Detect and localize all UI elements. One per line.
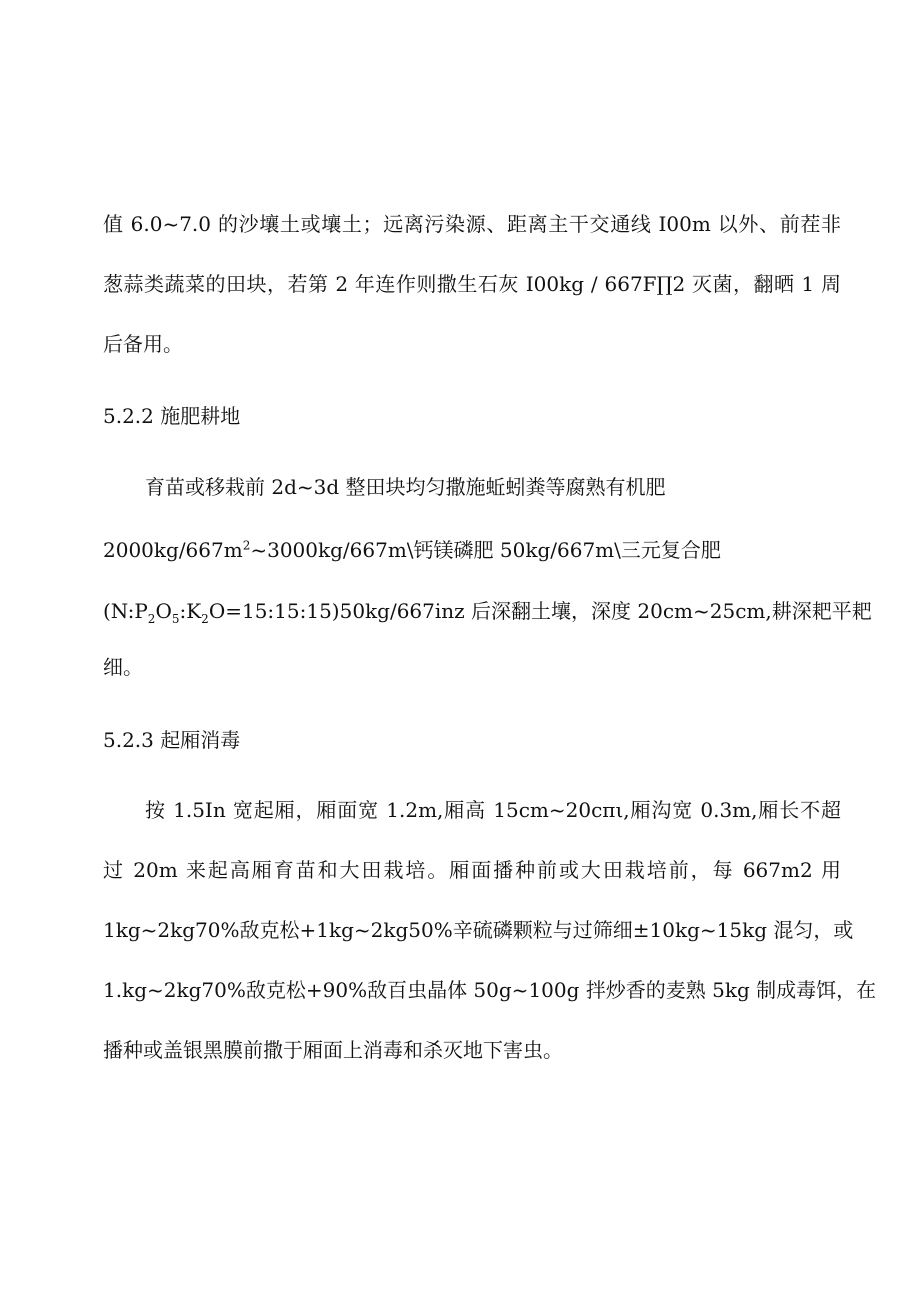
paragraph-1-line-3: 后备用。 [103,332,183,356]
paragraph-3-line-4: 1.kg~2kg70%敌克松+90%敌百虫晶体 50g~100g 拌炒香的麦熟 5kg 制成毒饵，在 [103,978,877,1002]
text-run: :K [179,599,202,623]
paragraph-1-line-1: 值 6.0~7.0 的沙壤土或壤土；远离污染源、距离主干交通线 I00m 以外、前茬非 [103,212,841,236]
paragraph-1-line-2: 葱蒜类蔬菜的田块，若第 2 年连作则撒生石灰 I00kg / 667F∏2 灭菌，翻晒 1 周 [103,272,841,296]
paragraph-2-line-4: 细。 [103,655,143,679]
paragraph-3-line-2: 过 20m 来起高厢育苗和大田栽培。厢面播种前或大田栽培前，每 667m2 用 [103,858,841,882]
paragraph-3-line-5: 播种或盖银黑膜前撒于厢面上消毒和杀灭地下害虫。 [103,1038,563,1062]
text-run: O=15:15:15)50kg/667inz 后深翻土壤，深度 20cm~25cm,耕深耙平耙 [208,599,872,623]
subscript: 5 [171,612,180,626]
text-run: 2000kg/667m [103,538,243,562]
text-run: (N:P [103,599,148,623]
subscript: 2 [147,612,156,626]
text-run: ~3000kg/667m\钙镁磷肥 50kg/667m\三元复合肥 [250,538,721,562]
paragraph-2-line-2 [103,536,721,564]
paragraph-3-line-3: 1kg~2kg70%敌克松+1kg~2kg50%辛硫磷颗粒与过筛细±10kg~15kg 混匀，或 [103,918,854,942]
superscript: 2 [242,538,251,553]
section-heading-5-2-2: 5.2.2 施肥耕地 [103,404,241,428]
paragraph-3-line-1: 按 1.5In 宽起厢，厢面宽 1.2m,厢高 15cm~20cπι,厢沟宽 0.3m,厢长不超 [145,798,841,822]
section-heading-5-2-3: 5.2.3 起厢消毒 [103,728,241,752]
text-run: O [155,599,172,623]
paragraph-2-line-3 [103,597,872,626]
subscript: 2 [201,612,209,626]
paragraph-2-line-1: 育苗或移栽前 2d~3d 整田块均匀撒施蚯蚓粪等腐熟有机肥 [145,475,666,499]
